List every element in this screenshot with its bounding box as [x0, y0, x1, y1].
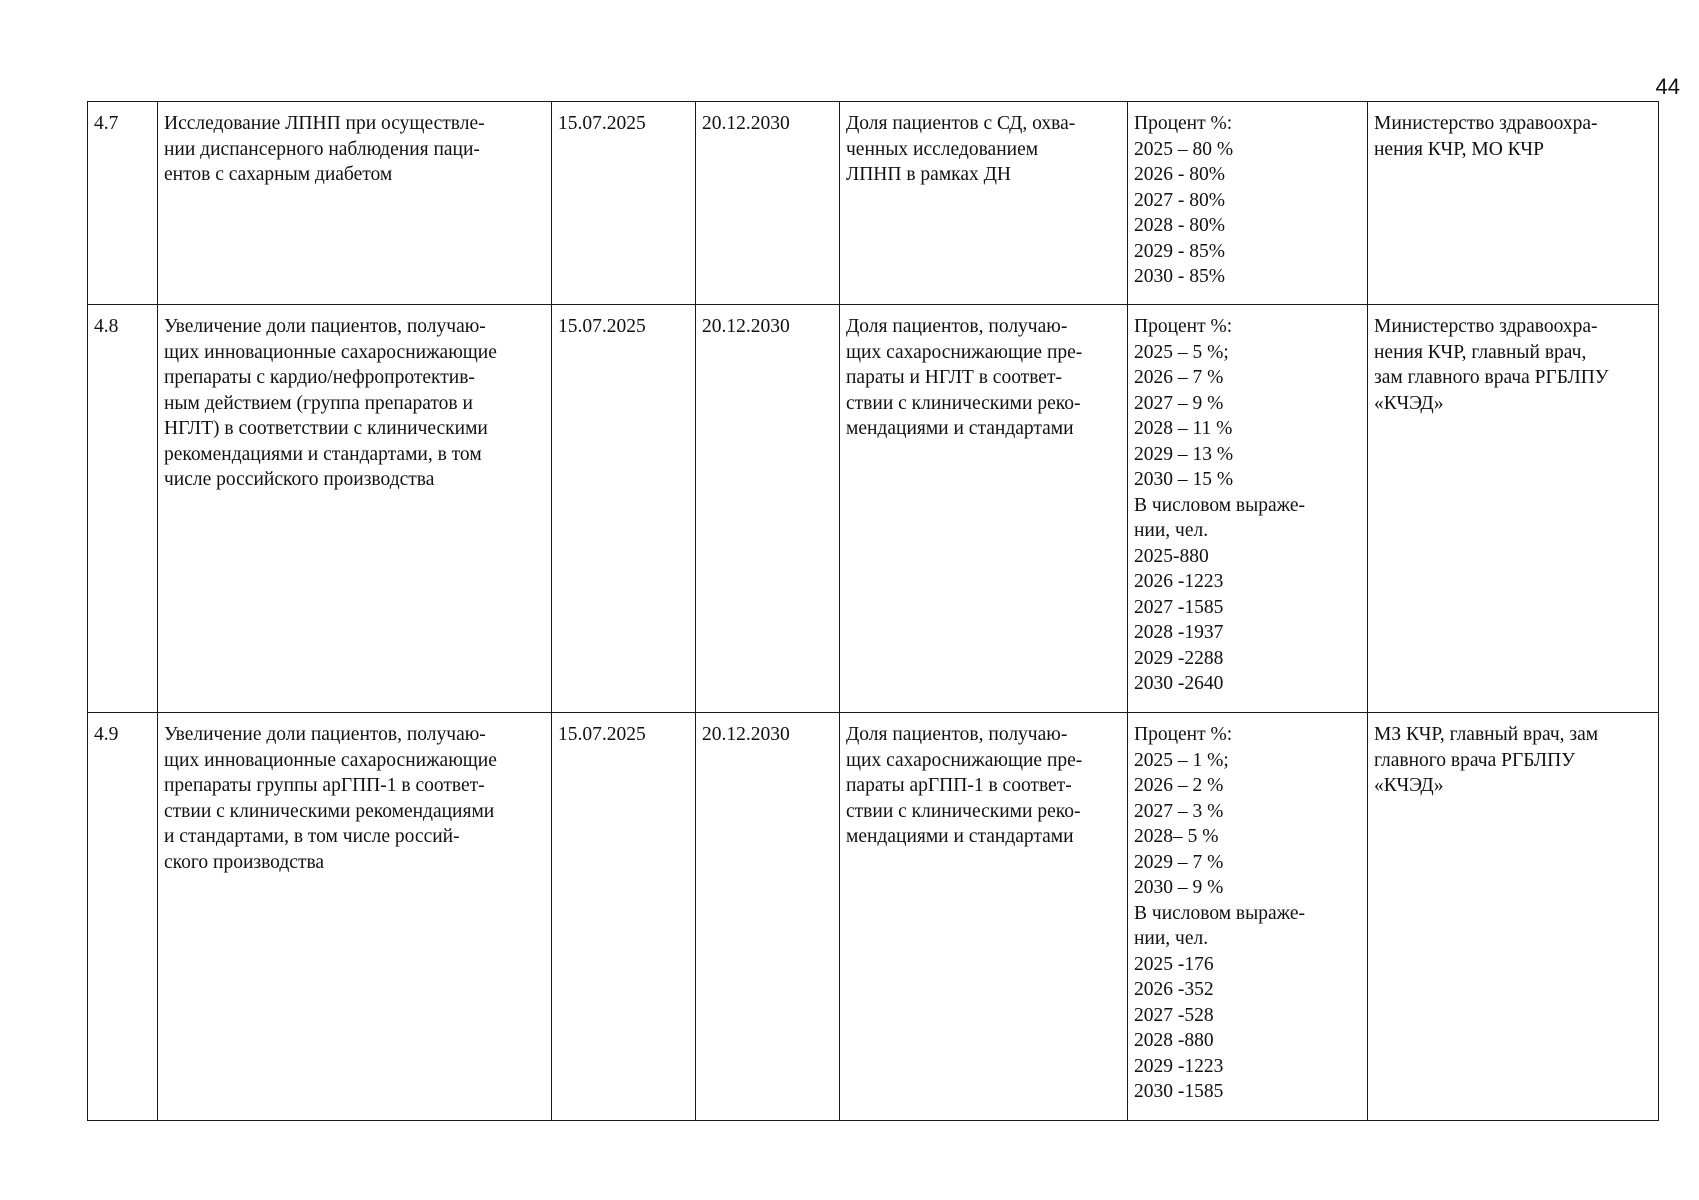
end-date-cell: 20.12.2030 [696, 102, 840, 305]
values-cell: Процент %: 2025 – 80 % 2026 - 80% 2027 - 80% 2028 - 80% 2029 - 85% 2030 - 85% [1128, 102, 1368, 305]
table-row [88, 305, 1659, 713]
start-date-cell: 15.07.2025 [552, 713, 696, 1121]
activity-cell: Исследование ЛПНП при осуществле- нии диспансерного наблюдения паци- ентов с сахарным диабетом [158, 102, 552, 305]
indicator-cell: Доля пациентов, получаю- щих сахароснижающие пре- параты и НГЛТ в соответ- ствии с клиническими реко- мендациями и стандартами [840, 305, 1128, 713]
values-cell: Процент %: 2025 – 1 %; 2026 – 2 % 2027 – 3 % 2028– 5 % 2029 – 7 % 2030 – 9 % В числовом выраже- нии, чел. 2025 -176 2026 -352 2027 -528 2028 -880 2029 -1223 2030 -1585 [1128, 713, 1368, 1121]
table-row [88, 102, 1659, 305]
responsible-cell: МЗ КЧР, главный врач, зам главного врача РГБЛПУ «КЧЭД» [1368, 713, 1659, 1121]
row-number: 4.7 [88, 102, 158, 305]
values-cell: Процент %: 2025 – 5 %; 2026 – 7 % 2027 – 9 % 2028 – 11 % 2029 – 13 % 2030 – 15 % В числовом выраже- нии, чел. 2025-880 2026 -1223 2027 -1585 2028 -1937 2029 -2288 2030 -2640 [1128, 305, 1368, 713]
responsible-cell: Министерство здравоохра- нения КЧР, главный врач, зам главного врача РГБЛПУ «КЧЭД» [1368, 305, 1659, 713]
row-number: 4.8 [88, 305, 158, 713]
indicator-cell: Доля пациентов с СД, охва- ченных исследованием ЛПНП в рамках ДН [840, 102, 1128, 305]
start-date-cell: 15.07.2025 [552, 305, 696, 713]
indicator-cell: Доля пациентов, получаю- щих сахароснижающие пре- параты арГПП-1 в соответ- ствии с клиническими реко- мендациями и стандартами [840, 713, 1128, 1121]
end-date-cell: 20.12.2030 [696, 713, 840, 1121]
measures-table [87, 101, 1659, 1121]
activity-cell: Увеличение доли пациентов, получаю- щих инновационные сахароснижающие препараты с кардио/нефропротектив- ным действием (группа препаратов и НГЛТ) в соответствии с клиническими рекомендациями и стандартами, в том числе российского производства [158, 305, 552, 713]
activity-cell: Увеличение доли пациентов, получаю- щих инновационные сахароснижающие препараты группы арГПП-1 в соответ- ствии с клиническими рекомендациями и стандартами, в том числе россий- ского производства [158, 713, 552, 1121]
start-date-cell: 15.07.2025 [552, 102, 696, 305]
row-number: 4.9 [88, 713, 158, 1121]
end-date-cell: 20.12.2030 [696, 305, 840, 713]
page-number: 44 [1655, 74, 1680, 99]
responsible-cell: Министерство здравоохра- нения КЧР, МО КЧР [1368, 102, 1659, 305]
table-row [88, 713, 1659, 1121]
